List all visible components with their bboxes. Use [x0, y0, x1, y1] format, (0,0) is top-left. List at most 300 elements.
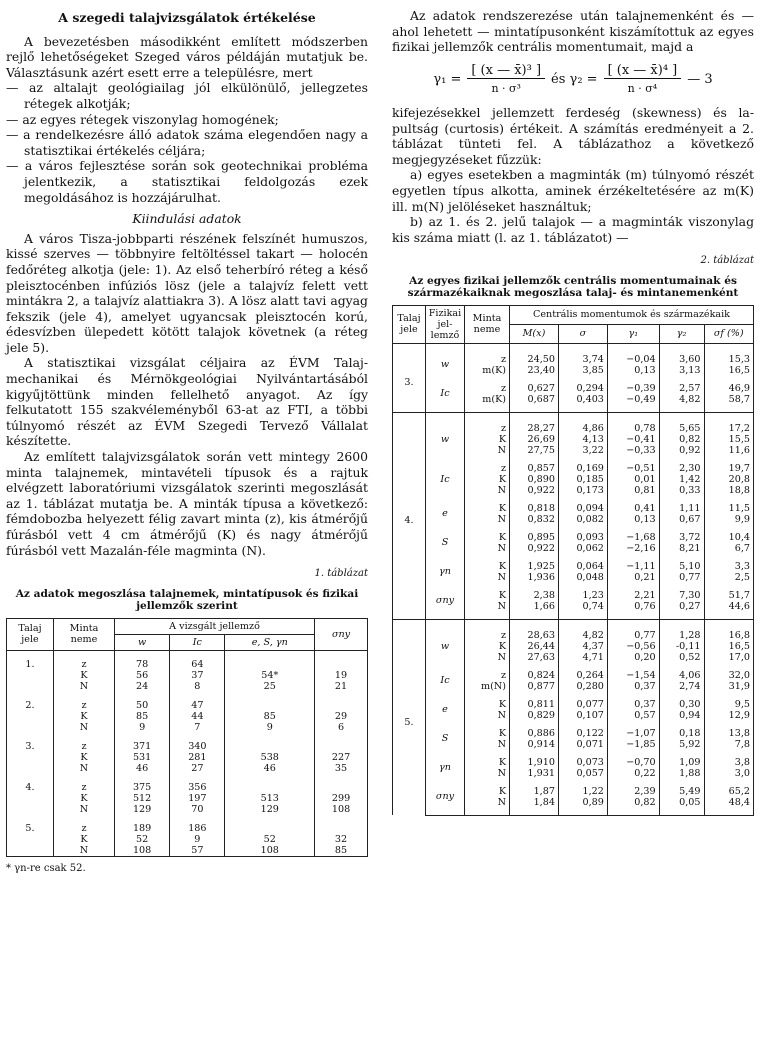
cell-spacer — [510, 583, 559, 590]
bullet-item: — az egyes rétegek viszonylag homogének; — [6, 111, 279, 127]
cell-s: 1,23 0,74 — [558, 590, 607, 612]
cell-layer: 4. — [7, 782, 54, 815]
row-gap — [393, 554, 754, 561]
cell-spacer — [704, 663, 753, 670]
cell-characteristic: γn — [426, 561, 465, 583]
cell-spacer — [510, 496, 559, 503]
cell-spacer — [225, 733, 315, 741]
cell-spacer — [510, 721, 559, 728]
cell-spacer — [426, 412, 465, 423]
cell-spacer — [659, 779, 704, 786]
cell-s: 4,86 4,13 3,22 — [558, 423, 607, 456]
col-header: w — [115, 634, 170, 650]
cell-spacer — [54, 815, 115, 823]
cell-sig: 299 108 — [315, 782, 368, 815]
left-column — [6, 8, 368, 876]
cell-spacer — [225, 774, 315, 782]
cell-spacer — [558, 721, 607, 728]
row-gap — [393, 779, 754, 786]
block-separator — [393, 412, 754, 423]
body-paragraph: kifejezésekkel jellemzett ferdeség (skewness) és lapultság (curtosis) értékeit. A számítás eredményeit a 2. táblázat tünteti fel. A táblázathoz a következő megjegyzéseket fűzzük: — [392, 104, 754, 167]
body-paragraph: Az említett talajvizsgálatok során vett mintegy 2600 minta talajnemek, mintavételi típusok és a rajtuk elvégzett laboratóriumi vizsgálatok szerinti megoszlását az 1. táblázat mutatja be. A minták típusa a következő: fémdobozba helyezett félig zavart minta (z), kis átmérőjű fúrásból vett 4 cm átmérőjű (K) és nagy átmérőjű fúrásból vett Mazalán-féle magminta (N). — [6, 449, 368, 558]
col-header: e, S, γn — [225, 634, 315, 650]
cell-spacer — [659, 583, 704, 590]
cell-spacer — [170, 650, 225, 659]
cell-spacer — [170, 733, 225, 741]
cell-m: 0,857 0,890 0,922 — [510, 463, 559, 496]
cell-spacer — [315, 733, 368, 741]
cell-sf: 3,8 3,0 — [704, 757, 753, 779]
row-gap — [7, 650, 368, 659]
cell-spacer — [115, 774, 170, 782]
bullet-item: — az altalajt geológiailag jól elkülönülő, jellegzetes rétegek alkotják; — [6, 80, 368, 111]
cell-spacer — [465, 779, 510, 786]
table-number: 2. táblázat — [700, 255, 754, 267]
cell-sf: 32,0 31,9 — [704, 670, 753, 692]
cell-sf: 15,3 16,5 — [704, 354, 753, 376]
cell-spacer — [607, 583, 659, 590]
col-header: γ₁ — [607, 324, 659, 343]
cell-spacer — [659, 808, 704, 816]
cell-samples: z K N — [465, 423, 510, 456]
cell-spacer — [225, 650, 315, 659]
cell-spacer — [659, 612, 704, 620]
cell-s: 0,073 0,057 — [558, 757, 607, 779]
cell-spacer — [510, 412, 559, 423]
cell-spacer — [704, 583, 753, 590]
cell-spacer — [7, 650, 54, 659]
cell-spacer — [558, 525, 607, 532]
cell-spacer — [659, 692, 704, 699]
cell-characteristic: e — [426, 503, 465, 525]
cell-samples: z m(K) — [465, 354, 510, 376]
cell-spacer — [426, 612, 465, 620]
col-header: Minta neme — [54, 618, 115, 650]
cell-w: 50 85 9 — [115, 700, 170, 733]
cell-s: 4,82 4,37 4,71 — [558, 630, 607, 663]
cell-spacer — [607, 405, 659, 413]
cell-m: 0,886 0,914 — [510, 728, 559, 750]
cell-spacer — [54, 692, 115, 700]
col-header: Fizikai jellemző — [426, 305, 465, 343]
cell-samples: z K N — [54, 782, 115, 815]
cell-spacer — [510, 343, 559, 354]
cell-g2: 0,18 5,92 — [659, 728, 704, 750]
table-row — [393, 561, 754, 583]
cell-spacer — [510, 750, 559, 757]
formula — [392, 63, 754, 97]
body-paragraph: A statisztikai vizsgálat céljaira az ÉVM Talajmechanikai és Mérnökgeológiai Nyilvántartásából kigyűjtöttünk minden fellelhető anyagot. Az így felkutatott 155 szakvéleményből 63-at az FTI, a többi túlnyomó részét az ÉVM Szegedi Tervező Vállalat készítette. — [6, 355, 368, 449]
cell-spacer — [426, 583, 465, 590]
cell-sf: 3,3 2,5 — [704, 561, 753, 583]
cell-spacer — [7, 733, 54, 741]
cell-characteristic: Ic — [426, 463, 465, 496]
cell-g2: 0,30 0,94 — [659, 699, 704, 721]
cell-m: 0,811 0,829 — [510, 699, 559, 721]
cell-g1: −1,54 0,37 — [607, 670, 659, 692]
cell-s: 0,094 0,082 — [558, 503, 607, 525]
cell-g2: 3,60 3,13 — [659, 354, 704, 376]
cell-g1: −0,39 −0,49 — [607, 383, 659, 405]
cell-sig: 227 35 — [315, 741, 368, 774]
cell-spacer — [393, 619, 426, 630]
cell-spacer — [607, 496, 659, 503]
formula-gamma1: γ₁ = — [433, 72, 462, 88]
cell-sig: 32 85 — [315, 823, 368, 857]
cell-spacer — [659, 376, 704, 383]
cell-g2: 4,06 2,74 — [659, 670, 704, 692]
cell-spacer — [704, 808, 753, 816]
cell-s: 0,264 0,280 — [558, 670, 607, 692]
block-separator — [393, 619, 754, 630]
cell-spacer — [558, 750, 607, 757]
cell-g1: −1,68 −2,16 — [607, 532, 659, 554]
cell-spacer — [704, 412, 753, 423]
body-paragraph: A város Tisza-jobbparti részének felszínét humuszos, kissé szerves — többnyire feltöltéssel takart — holocén fedőréteg alkotja (jele: 1). Az első teherbíró réteg a késő pleisztocénben infúziós lösz (jele a talajvíz felett vett mintákra 2, a talajvíz alattiakra 3). A lösz alatt tavi agyag fekszik (jele 4), amelyet ugyancsak pleisztocén korú, édesvízben ülepedett kötött talajok követnek (a réteg jele 5). — [6, 230, 368, 355]
cell-w: 371 531 46 — [115, 741, 170, 774]
table-title: Az egyes fizikai jellemzők centrális momentumainak és származékaiknak megoszlása talaj- és mintanemenként — [407, 274, 739, 299]
row-gap — [393, 405, 754, 413]
right-column — [392, 8, 754, 816]
section-subtitle: Kiindulási adatok — [132, 211, 242, 227]
cell-g2: 1,28 -0,11 0,52 — [659, 630, 704, 663]
row-gap — [393, 456, 754, 463]
cell-spacer — [315, 650, 368, 659]
cell-g1: 0,77 −0,56 0,20 — [607, 630, 659, 663]
cell-spacer — [426, 496, 465, 503]
cell-spacer — [607, 619, 659, 630]
cell-layer: 4. — [393, 423, 426, 620]
cell-samples: K N — [465, 561, 510, 583]
cell-spacer — [115, 733, 170, 741]
body-paragraph: b) az 1. és 2. jelű talajok — a magminták viszonylag kis száma miatt (l. az 1. táblázatot) — — [392, 214, 754, 245]
cell-g2: 5,65 0,82 0,92 — [659, 423, 704, 456]
cell-spacer — [426, 619, 465, 630]
cell-spacer — [510, 779, 559, 786]
cell-spacer — [607, 376, 659, 383]
col-header: Talaj jele — [393, 305, 426, 343]
cell-spacer — [510, 456, 559, 463]
table-row — [393, 423, 754, 456]
cell-spacer — [704, 692, 753, 699]
table-number: 1. táblázat — [314, 568, 368, 580]
block-separator — [393, 343, 754, 354]
cell-spacer — [659, 750, 704, 757]
cell-spacer — [170, 774, 225, 782]
cell-spacer — [510, 663, 559, 670]
cell-spacer — [607, 721, 659, 728]
cell-spacer — [659, 619, 704, 630]
cell-spacer — [659, 721, 704, 728]
cell-layer: 1. — [7, 659, 54, 692]
cell-sf: 9,5 12,9 — [704, 699, 753, 721]
cell-spacer — [659, 554, 704, 561]
row-gap — [393, 692, 754, 699]
cell-ic: 356 197 70 — [170, 782, 225, 815]
table-row — [393, 728, 754, 750]
cell-m: 24,50 23,40 — [510, 354, 559, 376]
cell-spacer — [465, 554, 510, 561]
cell-spacer — [558, 496, 607, 503]
cell-spacer — [704, 405, 753, 413]
cell-ic: 186 9 57 — [170, 823, 225, 857]
cell-spacer — [225, 692, 315, 700]
cell-spacer — [170, 815, 225, 823]
cell-sf: 65,2 48,4 — [704, 786, 753, 808]
cell-spacer — [426, 525, 465, 532]
cell-characteristic: Ic — [426, 383, 465, 405]
cell-spacer — [465, 456, 510, 463]
table-row — [393, 786, 754, 808]
cell-sf: 19,7 20,8 18,8 — [704, 463, 753, 496]
cell-spacer — [315, 815, 368, 823]
fraction — [467, 63, 545, 97]
table-1 — [6, 618, 368, 857]
cell-g2: 2,30 1,42 0,33 — [659, 463, 704, 496]
row-gap — [393, 496, 754, 503]
cell-spacer — [704, 554, 753, 561]
table-row — [7, 659, 368, 692]
cell-s: 0,064 0,048 — [558, 561, 607, 583]
cell-characteristic: S — [426, 728, 465, 750]
cell-spacer — [607, 612, 659, 620]
cell-spacer — [465, 612, 510, 620]
row-gap — [7, 774, 368, 782]
cell-spacer — [607, 554, 659, 561]
cell-esg: 85 9 — [225, 700, 315, 733]
cell-spacer — [426, 376, 465, 383]
cell-characteristic: σny — [426, 590, 465, 612]
cell-spacer — [426, 692, 465, 699]
cell-spacer — [704, 525, 753, 532]
row-gap — [7, 733, 368, 741]
cell-spacer — [426, 456, 465, 463]
body-paragraph: a) egyes esetekben a magminták (m) túlnyomó részét egyetlen típus alkotta, aminek érzékeltetésére az m(K) ill. m(N) jelöléseket használtuk; — [392, 167, 754, 214]
cell-spacer — [704, 376, 753, 383]
cell-spacer — [510, 525, 559, 532]
cell-sig: 19 21 — [315, 659, 368, 692]
col-header: σny — [315, 618, 368, 650]
cell-samples: z K N — [54, 741, 115, 774]
cell-g1: 2,39 0,82 — [607, 786, 659, 808]
footnote: * γn-re csak 52. — [6, 862, 86, 874]
col-header: σf (%) — [704, 324, 753, 343]
cell-spacer — [558, 376, 607, 383]
col-group-header: A vizsgált jellemző — [115, 618, 315, 634]
row-gap — [7, 815, 368, 823]
cell-spacer — [659, 343, 704, 354]
cell-m: 0,895 0,922 — [510, 532, 559, 554]
table-row — [393, 757, 754, 779]
cell-spacer — [558, 663, 607, 670]
cell-layer: 3. — [7, 741, 54, 774]
denominator: n · σ⁴ — [627, 82, 658, 96]
col-header: Talaj jele — [7, 618, 54, 650]
cell-spacer — [510, 808, 559, 816]
row-gap — [393, 663, 754, 670]
cell-spacer — [659, 405, 704, 413]
cell-s: 3,74 3,85 — [558, 354, 607, 376]
cell-sf: 46,9 58,7 — [704, 383, 753, 405]
formula-and: és γ₂ = — [551, 72, 598, 88]
cell-spacer — [426, 779, 465, 786]
fraction — [604, 63, 682, 97]
cell-spacer — [659, 496, 704, 503]
cell-spacer — [659, 412, 704, 423]
cell-g1: −1,07 −1,85 — [607, 728, 659, 750]
col-header: σ — [558, 324, 607, 343]
cell-spacer — [607, 343, 659, 354]
row-gap — [393, 721, 754, 728]
cell-spacer — [607, 525, 659, 532]
cell-m: 0,627 0,687 — [510, 383, 559, 405]
cell-spacer — [510, 554, 559, 561]
cell-spacer — [607, 808, 659, 816]
cell-samples: z K N — [54, 823, 115, 857]
cell-sf: 10,4 6,7 — [704, 532, 753, 554]
cell-characteristic: S — [426, 532, 465, 554]
cell-samples: z K N — [465, 463, 510, 496]
cell-samples: K N — [465, 786, 510, 808]
cell-spacer — [465, 721, 510, 728]
cell-spacer — [659, 663, 704, 670]
cell-samples: z m(K) — [465, 383, 510, 405]
cell-spacer — [426, 808, 465, 816]
cell-spacer — [465, 808, 510, 816]
cell-spacer — [704, 456, 753, 463]
article-title: A szegedi talajvizsgálatok értékelése — [58, 10, 316, 25]
cell-spacer — [704, 721, 753, 728]
cell-characteristic: γn — [426, 757, 465, 779]
cell-m: 28,63 26,44 27,63 — [510, 630, 559, 663]
cell-spacer — [607, 692, 659, 699]
cell-spacer — [510, 405, 559, 413]
cell-s: 0,169 0,185 0,173 — [558, 463, 607, 496]
cell-g2: 5,10 0,77 — [659, 561, 704, 583]
cell-spacer — [7, 692, 54, 700]
cell-spacer — [7, 815, 54, 823]
cell-spacer — [426, 405, 465, 413]
col-header: M(x) — [510, 324, 559, 343]
cell-spacer — [558, 456, 607, 463]
cell-spacer — [426, 343, 465, 354]
cell-ic: 340 281 27 — [170, 741, 225, 774]
cell-layer: 3. — [393, 354, 426, 413]
cell-characteristic: w — [426, 423, 465, 456]
denominator: n · σ³ — [491, 82, 521, 96]
cell-sf: 13,8 7,8 — [704, 728, 753, 750]
cell-samples: K N — [465, 503, 510, 525]
cell-spacer — [465, 525, 510, 532]
cell-samples: K N — [465, 590, 510, 612]
cell-spacer — [315, 692, 368, 700]
cell-esg: 513 129 — [225, 782, 315, 815]
cell-spacer — [558, 619, 607, 630]
cell-spacer — [465, 376, 510, 383]
col-header: Minta neme — [465, 305, 510, 343]
cell-sf: 11,5 9,9 — [704, 503, 753, 525]
bullet-item: — a város fejlesztése során sok geotechnikai probléma jelentkezik, a statisztikai feldolgozás ezek megoldásához is hozzájárulhat. — [6, 158, 368, 205]
numerator: [ (x — x̄)⁴ ] — [604, 63, 682, 80]
cell-spacer — [465, 496, 510, 503]
cell-ic: 47 44 7 — [170, 700, 225, 733]
cell-characteristic: Ic — [426, 670, 465, 692]
cell-m: 1,925 1,936 — [510, 561, 559, 583]
cell-spacer — [558, 412, 607, 423]
table-2-body — [393, 343, 754, 815]
cell-spacer — [426, 721, 465, 728]
row-gap — [393, 612, 754, 620]
table-row — [393, 670, 754, 692]
cell-sig: 29 6 — [315, 700, 368, 733]
cell-spacer — [7, 774, 54, 782]
cell-spacer — [607, 663, 659, 670]
table-row — [393, 503, 754, 525]
cell-samples: K N — [465, 757, 510, 779]
cell-spacer — [115, 815, 170, 823]
table-1-body — [7, 650, 368, 856]
cell-spacer — [465, 412, 510, 423]
cell-s: 0,294 0,403 — [558, 383, 607, 405]
cell-spacer — [465, 663, 510, 670]
cell-s: 0,122 0,071 — [558, 728, 607, 750]
table-row — [393, 590, 754, 612]
cell-w: 189 52 108 — [115, 823, 170, 857]
cell-spacer — [510, 612, 559, 620]
table-row — [7, 700, 368, 733]
cell-g1: −0,04 0,13 — [607, 354, 659, 376]
cell-characteristic: w — [426, 630, 465, 663]
cell-spacer — [558, 612, 607, 620]
cell-spacer — [510, 376, 559, 383]
cell-spacer — [54, 774, 115, 782]
cell-sf: 16,8 16,5 17,0 — [704, 630, 753, 663]
cell-m: 0,824 0,877 — [510, 670, 559, 692]
cell-s: 0,093 0,062 — [558, 532, 607, 554]
table-row — [393, 354, 754, 376]
row-gap — [393, 583, 754, 590]
cell-samples: K N — [465, 532, 510, 554]
cell-spacer — [607, 412, 659, 423]
cell-spacer — [510, 692, 559, 699]
cell-spacer — [558, 692, 607, 699]
cell-spacer — [558, 583, 607, 590]
cell-m: 0,818 0,832 — [510, 503, 559, 525]
cell-spacer — [465, 619, 510, 630]
cell-samples: z m(N) — [465, 670, 510, 692]
cell-s: 0,077 0,107 — [558, 699, 607, 721]
cell-g2: 1,09 1,88 — [659, 757, 704, 779]
cell-spacer — [558, 554, 607, 561]
cell-m: 2,38 1,66 — [510, 590, 559, 612]
cell-layer: 2. — [7, 700, 54, 733]
cell-w: 78 56 24 — [115, 659, 170, 692]
cell-g1: 2,21 0,76 — [607, 590, 659, 612]
cell-s: 1,22 0,89 — [558, 786, 607, 808]
cell-spacer — [558, 779, 607, 786]
cell-sf: 51,7 44,6 — [704, 590, 753, 612]
table-title: Az adatok megoszlása talajnemek, mintatípusok és fizikai jellemzők szerint — [15, 587, 359, 612]
table-row — [393, 532, 754, 554]
row-gap — [393, 525, 754, 532]
cell-m: 1,87 1,84 — [510, 786, 559, 808]
cell-layer: 5. — [393, 630, 426, 816]
col-group-header: Centrális momentumok és származékaik — [510, 305, 754, 324]
table-row — [7, 741, 368, 774]
cell-g1: −0,70 0,22 — [607, 757, 659, 779]
row-gap — [393, 808, 754, 816]
cell-spacer — [704, 612, 753, 620]
